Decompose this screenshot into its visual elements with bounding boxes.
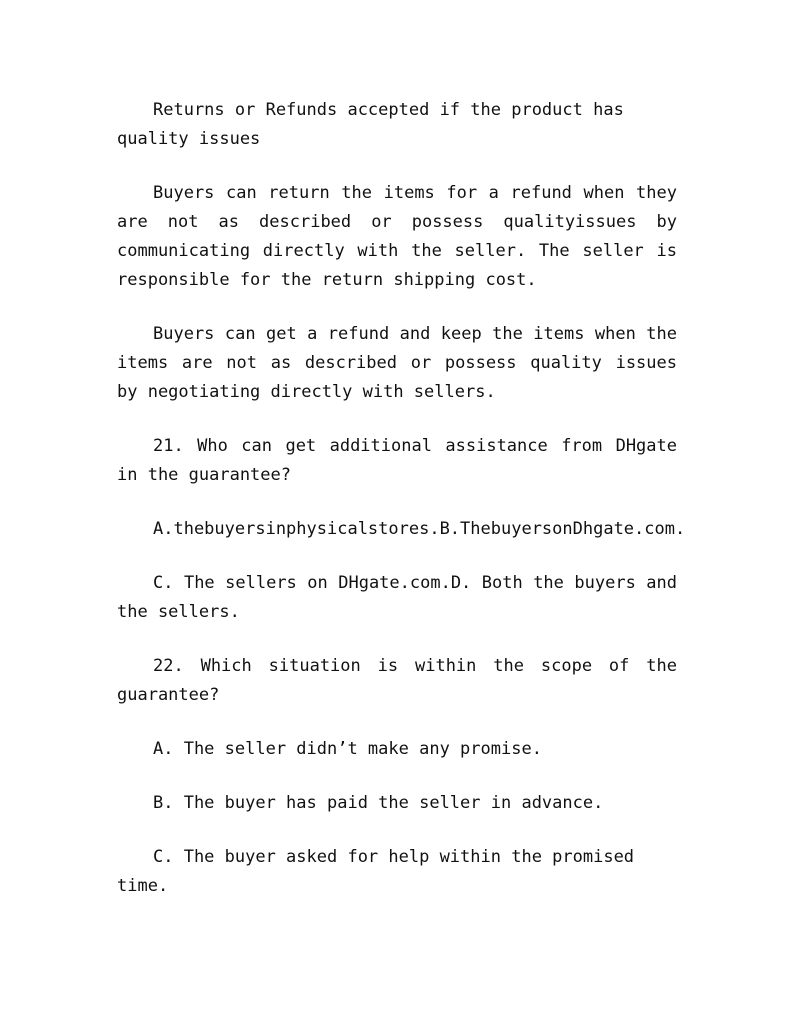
question-21-options-cd: C. The sellers on DHgate.com.D. Both the buyers and the sellers. bbox=[117, 573, 677, 622]
question-21-options-ab: A.thebuyersinphysicalstores.B.ThebuyersonDhgate.com. bbox=[153, 519, 686, 539]
question-22-option-b: B. The buyer has paid the seller in advance. bbox=[153, 793, 604, 813]
section-heading: Returns or Refunds accepted if the product has quality issues bbox=[117, 100, 624, 149]
paragraph-refund-policy: Buyers can get a refund and keep the items when the items are not as described or possess quality issues by negotiating directly with sellers. bbox=[117, 324, 677, 402]
document-page bbox=[117, 96, 686, 926]
paragraph-return-policy: Buyers can return the items for a refund when they are not as described or possess qualityissues by communicating directly with the seller. The seller is responsible for the return shipping cost. bbox=[117, 183, 677, 290]
question-21: 21. Who can get additional assistance from DHgate in the guarantee? bbox=[117, 436, 677, 485]
question-22: 22. Which situation is within the scope of the guarantee? bbox=[117, 656, 677, 705]
question-22-option-c: C. The buyer asked for help within the promised time. bbox=[117, 847, 635, 896]
question-22-option-a: A. The seller didn’t make any promise. bbox=[153, 739, 542, 759]
